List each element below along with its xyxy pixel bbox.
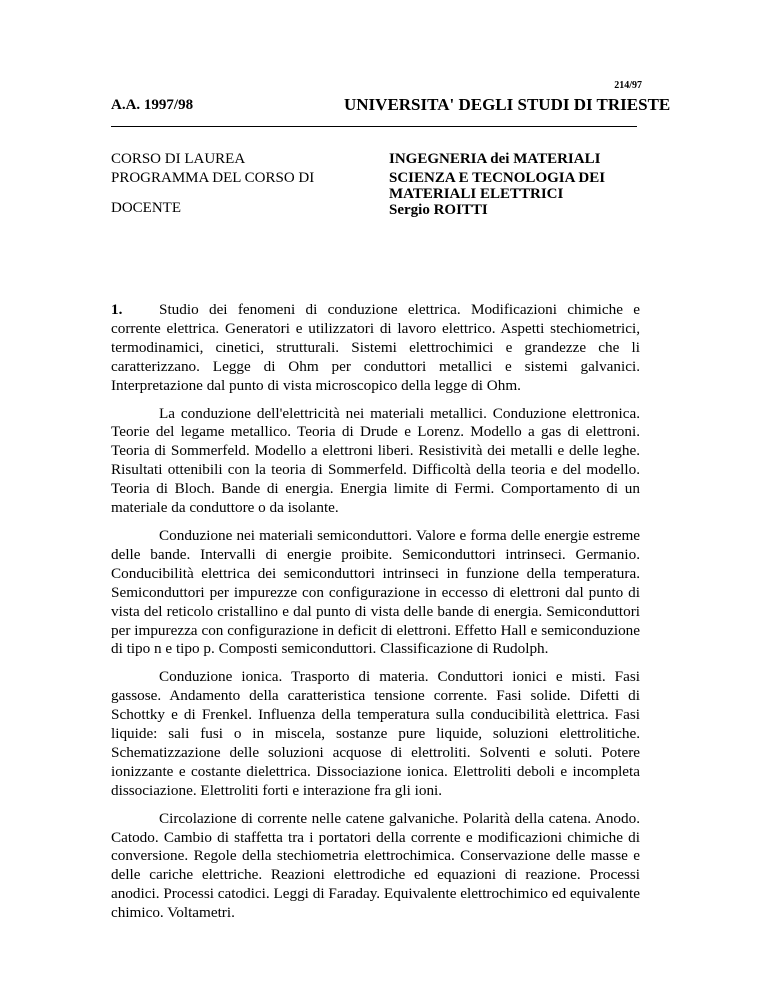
document-code: 214/97 bbox=[614, 80, 642, 91]
paragraph-3: Conduzione nei materiali semiconduttori. Valore e forma delle energie estreme delle bande. Intervalli di energie proibite. Semiconduttori intrinseci. Germanio. Conducibilità elettrica dei semiconduttori intrinseci in funzione della temperatura. Semiconduttori per impurezze con configurazione in eccesso di elettroni dal punto di vista del reticolo cristallino e dal punto di vista delle bande di energia. Semiconduttori per impurezza con configurazione in deficit di elettroni. Effetto Hall e semiconduzione di tipo n e tipo p. Composti semiconduttori. Classificazione di Rudolph. bbox=[111, 526, 640, 658]
program-body bbox=[111, 301, 640, 932]
teacher-label: DOCENTE bbox=[111, 200, 181, 216]
section-number: 1. bbox=[111, 301, 123, 318]
paragraph-5: Circolazione di corrente nelle catene galvaniche. Polarità della catena. Anodo. Catodo. Cambio di staffetta tra i portatori della corrente e modificazioni chimiche di conversione. Regole della stechiometria elettrochimica. Conservazione delle masse e delle cariche elettriche. Reazioni elettrodiche ed equazioni di reazione. Processi anodici. Processi catodici. Leggi di Faraday. Equivalente elettrochimico ed equivalente chimico. Voltametri. bbox=[111, 809, 640, 922]
course-label: CORSO DI LAUREA bbox=[111, 151, 246, 167]
paragraph-4: Conduzione ionica. Trasporto di materia. Conduttori ionici e misti. Fasi gassose. Andamento della caratteristica tensione corrente. Fasi solide. Difetti di Schottky e di Frenkel. Influenza della temperatura sulla conducibilità elettrica. Fasi liquide: sali fusi o in miscela, sostanze pure liquide, soluzioni elettrolitiche. Schematizzazione delle soluzioni acquose di elettroliti. Solventi e soluti. Potere ionizzante e costante dielettrica. Dissociazione ionica. Elettroliti deboli e incompleta dissociazione. Elettroliti forti e interazione fra gli ioni. bbox=[111, 668, 640, 799]
course-value: INGEGNERIA dei MATERIALI bbox=[389, 151, 601, 167]
program-value-line2: MATERIALI ELETTRICI bbox=[389, 186, 564, 202]
header-divider bbox=[111, 126, 637, 127]
program-value-line1: SCIENZA E TECNOLOGIA DEI bbox=[389, 170, 606, 186]
university-name: UNIVERSITA' DEGLI STUDI DI TRIESTE bbox=[344, 95, 671, 114]
teacher-value: Sergio ROITTI bbox=[389, 202, 488, 218]
academic-year: A.A. 1997/98 bbox=[111, 97, 194, 113]
paragraph-1 bbox=[111, 301, 640, 396]
program-label: PROGRAMMA DEL CORSO DI bbox=[111, 170, 315, 186]
paragraph-1-text: Studio dei fenomeni di conduzione elettrica. Modificazioni chimiche e corrente elettrica. Generatori e utilizzatori di lavoro elettrico. Aspetti stechiometrici, termodinamici, cinetici, strutturali. Sistemi elettrochimici e grandezze che li caratterizzano. Legge di Ohm per conduttori metallici e sistemi galvanici. Interpretazione dal punto di vista microscopico della legge di Ohm. bbox=[111, 301, 640, 394]
paragraph-2: La conduzione dell'elettricità nei materiali metallici. Conduzione elettronica. Teorie del legame metallico. Teoria di Drude e Lorenz. Modello a gas di elettroni. Teoria di Sommerfeld. Modello a elettroni liberi. Resistività dei metalli e delle leghe. Risultati ottenibili con la teoria di Sommerfeld. Difficoltà della teoria e del modello. Teoria di Bloch. Bande di energia. Energia limite di Fermi. Comportamento di un materiale da conduttore o da isolante. bbox=[111, 404, 640, 517]
